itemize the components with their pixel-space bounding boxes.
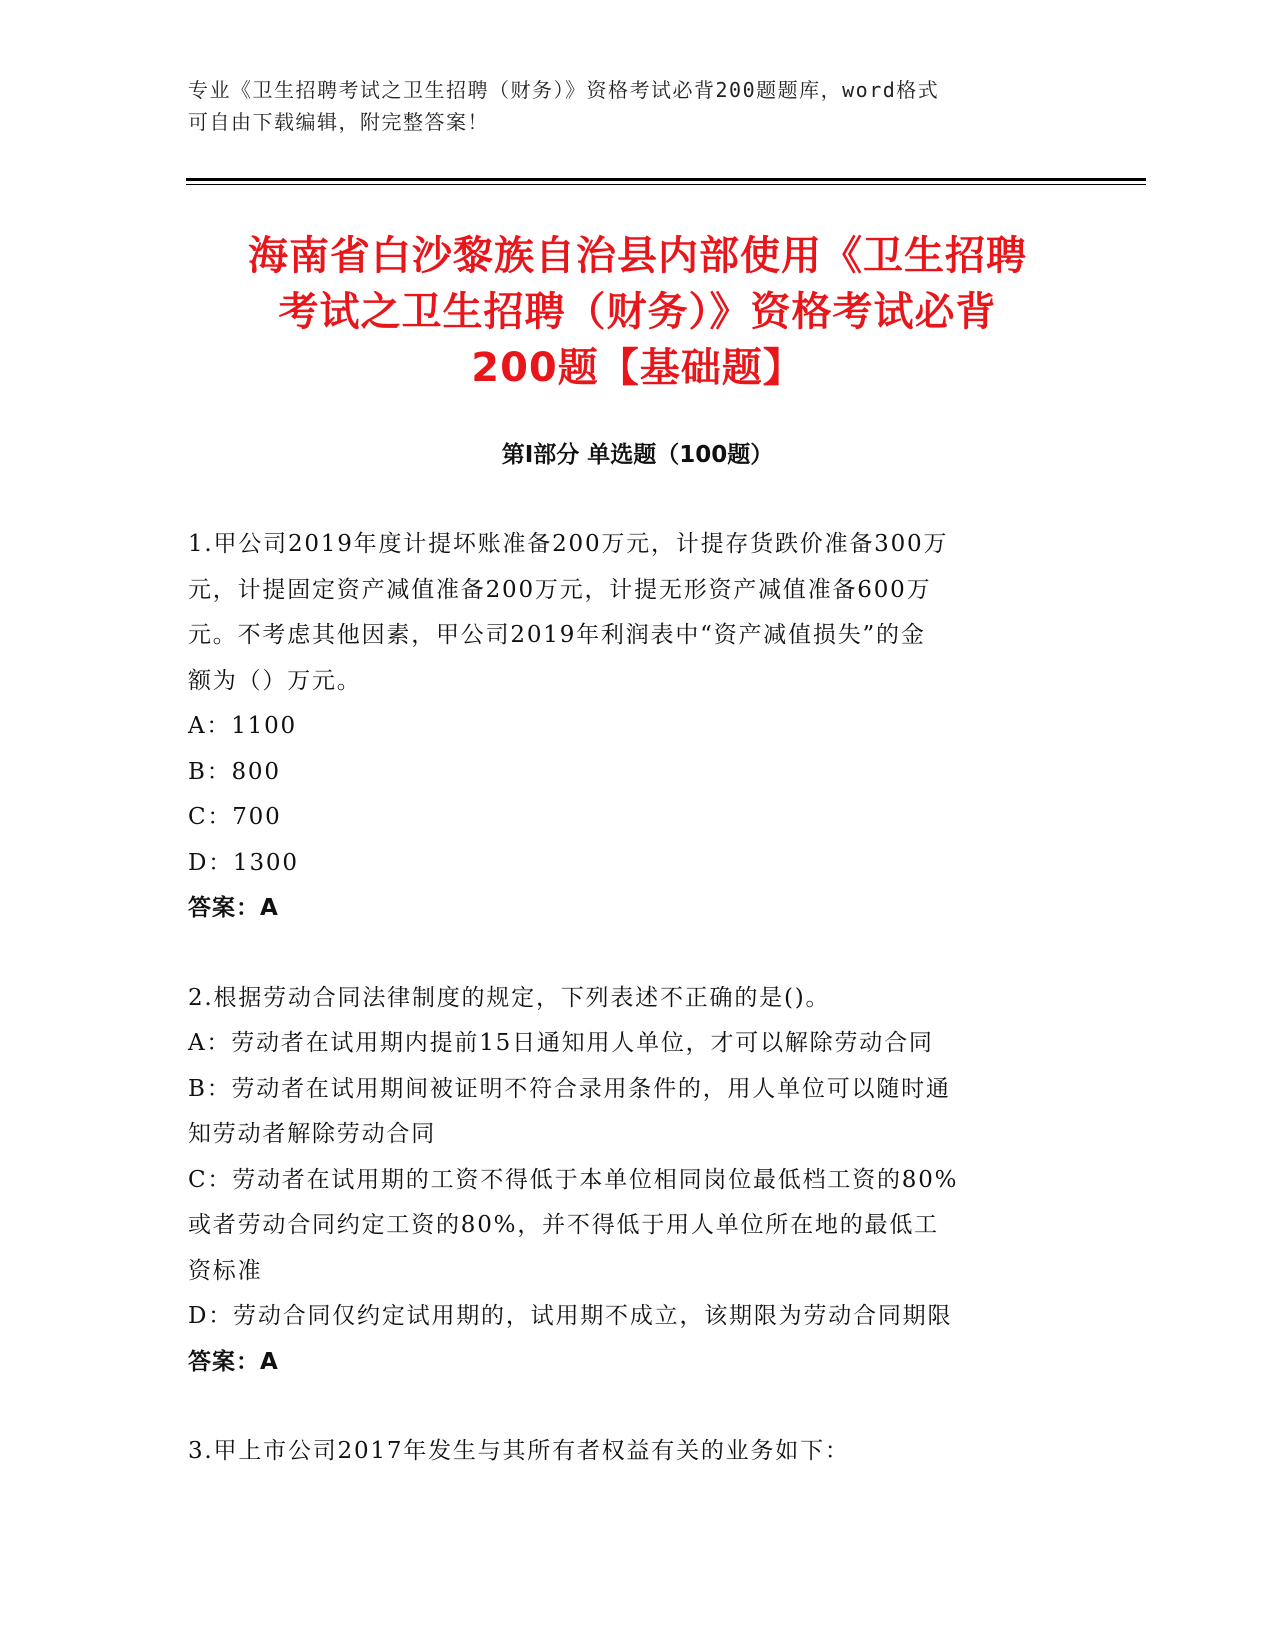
option-b: B：劳动者在试用期间被证明不符合录用条件的，用人单位可以随时通 <box>188 1075 951 1102</box>
option-a: A：1100 <box>188 713 297 739</box>
question-stem-line: 元，计提固定资产减值准备200万元，计提无形资产减值准备600万 <box>188 576 932 603</box>
header-note-line-2: 可自由下载编辑，附完整答案！ <box>188 110 489 134</box>
document-title-line-1: 海南省白沙黎族自治县内部使用《卫生招聘 <box>248 233 1027 279</box>
question-stem-line: 2.根据劳动合同法律制度的规定，下列表述不正确的是()。 <box>188 984 831 1011</box>
question-stem-line: 元。不考虑其他因素，甲公司2019年利润表中“资产减值损失”的金 <box>188 622 926 648</box>
question-stem-line: 3.甲上市公司2017年发生与其所有者权益有关的业务如下： <box>188 1438 850 1464</box>
question-stem-line: 1.甲公司2019年度计提坏账准备200万元，计提存货跌价准备300万 <box>188 531 949 557</box>
answer-label: 答案：A <box>188 895 279 921</box>
document-title <box>150 228 1125 396</box>
question-1 <box>188 522 1088 932</box>
question-3 <box>188 1429 1088 1475</box>
option-b-continued: 知劳动者解除劳动合同 <box>188 1121 436 1147</box>
option-d: D：1300 <box>188 849 299 876</box>
question-2 <box>188 976 1088 1386</box>
section-heading: 第I部分 单选题（100题） <box>501 442 774 468</box>
option-d: D：劳动合同仅约定试用期的，试用期不成立，该期限为劳动合同期限 <box>188 1303 953 1329</box>
header-note <box>188 74 1068 138</box>
option-b: B：800 <box>188 758 281 785</box>
header-note-line-1: 专业《卫生招聘考试之卫生招聘（财务）》资格考试必背200题题库，word格式 <box>188 78 940 102</box>
header-divider-thin <box>186 184 1146 185</box>
option-c: C：700 <box>188 804 282 830</box>
option-c: C：劳动者在试用期的工资不得低于本单位相同岗位最低档工资的80% <box>188 1166 959 1193</box>
option-a: A：劳动者在试用期内提前15日通知用人单位，才可以解除劳动合同 <box>188 1030 934 1056</box>
option-c-continued: 或者劳动合同约定工资的80%，并不得低于用人单位所在地的最低工 <box>188 1212 939 1238</box>
header-divider-thick <box>186 178 1146 181</box>
question-stem-line: 额为（）万元。 <box>188 667 362 694</box>
question-list <box>188 522 1088 1519</box>
answer-label: 答案：A <box>188 1348 279 1375</box>
document-title-line-3: 200题【基础题】 <box>471 345 804 391</box>
option-c-continued: 资标准 <box>188 1257 263 1284</box>
document-title-line-2: 考试之卫生招聘（财务）》资格考试必背 <box>278 289 997 335</box>
